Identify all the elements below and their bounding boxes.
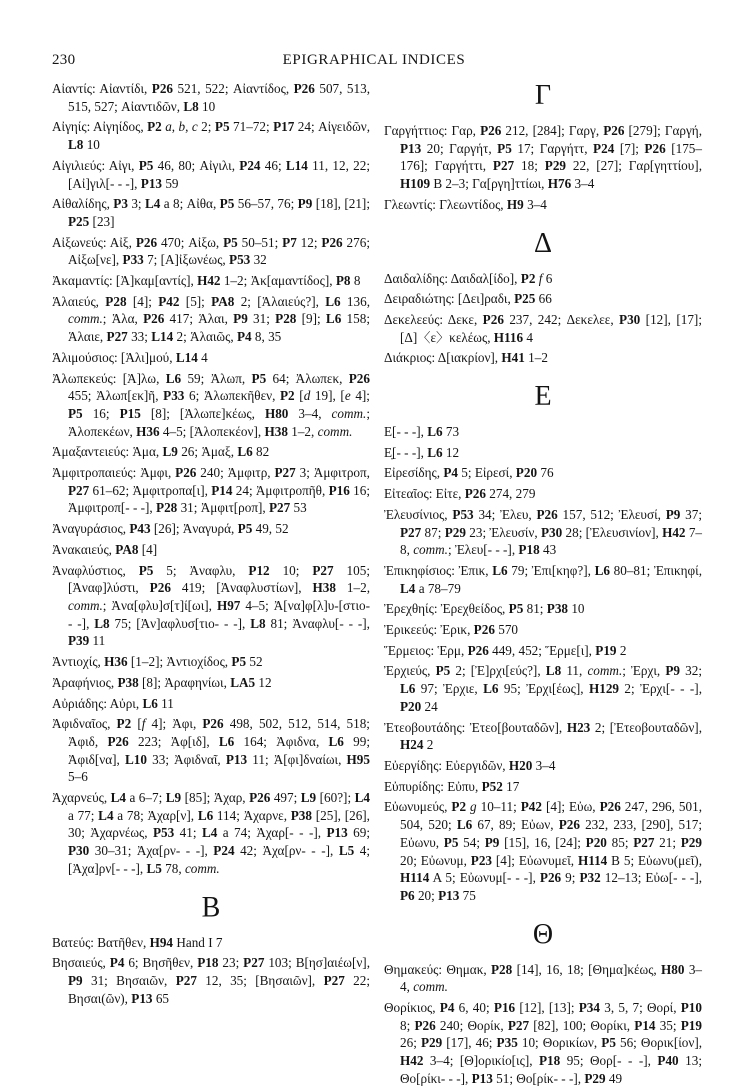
- index-entry: Δεκελεεύς: Δεκε, P26 237, 242; Δεκελεε, P30 [12], [17]; [Δ]〈ε〉κελέως, H116 4: [384, 311, 702, 345]
- index-entry: Ἀκαμαντίς: [Ἀ]καμ[αντίς], H42 1–2; Ἀκ[αμαντίδος], P8 8: [52, 273, 361, 289]
- index-entry: Εὐωνυμεύς, P2 g 10–11; P42 [4]; Εὐω, P26 247, 296, 501, 504, 520; L6 67, 89; Εὐων, P26 232, 233, [290], 517; Εὐωνυ, P5 54; P9 [15], 16, [24]; P20 85; P27 21; P29 20; Εὐωνυμ, P23 [4]; Εὐωνυμεῖ, H114 B 5; Εὐωνυ(μεῖ), H114 A 5; Εὐωνυμ[- - -], P26 9; P32 12–13; Εὐω[- - -], P6 20; P13 75: [384, 799, 703, 903]
- index-entry: Ἐλευσίνιος, P53 34; Ἐλευ, P26 157, 512; Ἐλευσί, P9 37; P27 87; P29 23; Ἐλευσίν, P30 28; [Ἐλευσινίον], H42 7–8, comm.; Ἐλευ[- - -], P18 43: [384, 506, 703, 558]
- page-number: 230: [52, 52, 76, 68]
- index-entry: Ἐτεοβουτάδης: Ἐτεο[βουταδῶν], H23 2; [Ἐτεοβουταδῶν], H24 2: [384, 719, 702, 753]
- section-letter: Δ: [533, 227, 552, 259]
- index-entry: Γλεωντίς: Γλεωντίδος, H9 3–4: [384, 196, 547, 212]
- index-entry: Ἀνακαιεύς, PA8 [4]: [52, 541, 158, 557]
- index-entry: Ἐπικηφίσιος: Ἐπικ, L6 79; Ἐπι[κηφ?], L6 80–81; Ἐπικηφί, L4 a 78–79: [384, 562, 703, 596]
- index-entry: Αἰαντίς: Αἰαντίδι, P26 521, 522; Αἰαντίδος, P26 507, 513, 515, 527; Αἰαντιδῶν, L8 10: [52, 81, 370, 114]
- index-entry: Ἀναγυράσιος, P43 [26]; Ἀναγυρά, P5 49, 52: [52, 521, 289, 537]
- index-entry: Ἁλιμούσιος: [Ἁλι]μού, L14 4: [52, 349, 208, 365]
- index-entry: Ἀλωπεκεύς: [Ἀ]λω, L6 59; Ἀλωπ, P5 64; Ἀλωπεκ, P26 455; Ἀλωπ[εκ]ῆ, P33 6; Ἀλωπεκῆθεν, P2 [d 19], [e 4]; P5 16; P15 [8]; [Ἀλωπε]κέως, H80 3–4, comm.; Ἀλοπεκέων, H36 4–5; [Ἀλοπεκέον], H38 1–2, comm.: [52, 370, 371, 439]
- index-entry: Γαργήττιος: Γαρ, P26 212, [284]; Γαργ, P26 [279]; Γαργή, P13 20; Γαργήτ, P5 17; Γαργήττ, P24 [7]; P26 [175–176]; Γαργήττι, P27 18; P29 22, [27]; Γαρ[γηττίου], H109 B 2–3; Γα[ργη]ττίωι, H76 3–4: [384, 123, 702, 192]
- index-entry: Ε̣[- - -], L6 12: [384, 444, 460, 460]
- index-entry: Εἰτεαῖος: Εἰτε, P26 274, 279: [384, 486, 536, 502]
- section-letter: Θ: [532, 918, 554, 950]
- index-entry: Ἀραφήνιος, P38 [8]; Ἀραφηνίωι, LA5 12: [52, 674, 272, 690]
- index-entry: Βησαιεύς, P4 6; Βησῆθεν, P18 23; P27 103; Β[ησ]αιέω[ν], P9 31; Βησαιῶν, P27 12, 35; [Βησαιῶν], P27 22; Βησαι(ῶν), P13 65: [52, 955, 370, 1006]
- index-entry: Ἁμαξαντειεύς: Ἁμα, L9 26; Ἁμαξ, L6 82: [52, 444, 270, 460]
- index-entry: Δειραδιώτης: [Δει]ραδι, P25 66: [384, 291, 552, 307]
- index-entry: Αἰθαλίδης, P3 3; L4 a 8; Αἰθα, P5 56–57, 76; P9 [18], [21]; P25 [23]: [52, 196, 370, 229]
- section-letter: Β: [201, 891, 221, 923]
- index-entry: Ἁλαιεύς, P28 [4]; P42 [5]; PA8 2; [Ἁλαιεύς?], L6 136, comm.; Ἁλα, P26 417; Ἁλαι, P9 31; P28 [9]; L6 158; Ἁλαιε, P27 33; L14 2; Ἁλαιῶς, P4 8, 35: [52, 293, 370, 345]
- section-letter: Ε: [534, 381, 552, 413]
- index-entry: Αὐριάδης: Αὐρι, L6 11: [52, 695, 174, 711]
- index-entry: Ἀναφλύστιος, P5 5; Ἀναφλυ, P12 10; P27 105; [Ἀναφ]λύστι, P26 419; [Ἀναφλυστίων], H38 1–2, comm.; Ἀνα[φλυ]σ[τ]ί[ωι], H97 4–5; Ἀ[να]φ[λ]υ-[στιο- - -], L8 75; [Ἀν]αφλυσ[τιο- - -], L8 81; Ἀναφλυ[- - -], P39 11: [52, 562, 371, 649]
- left-column: [52, 80, 370, 1010]
- section-letter: Γ: [534, 80, 552, 111]
- index-entry: Ἀχαρνεύς, L4 a 6–7; L9 [85]; Ἀχαρ, P26 497; L9 [60?]; L4 a 77; L4 a 78; Ἀχαρ[ν], L6 114; Ἀχαρνε, P38 [25], [26], 30; Ἀχαρνέως, P53 41; L4 a 74; Ἀχαρ[- - -], P13 69; P30 30–31; Ἀχα[ρν- - -], P24 42; Ἀχα[ρν- - -], L5 4; [Ἀχα]ρν[- - -], L5 78, comm.: [52, 790, 370, 876]
- right-column: [384, 80, 702, 1091]
- running-head: [52, 52, 696, 72]
- index-entry: Θορίκιος, P4 6, 40; P16 [12], [13]; P34 3, 5, 7; Θορί, P10 8; P26 240; Θορίκ, P27 [82], 100; Θορίκι, P14 35; P19 26; P29 [17], 46; P35 10; Θορικίων, P5 56; Θορικ[ίον], H42 3–4; [Θ]ορικίο[ις], P18 95; Θορ[- - -], P40 13; Θο[ρίκι- - -], P13 51; Θο[ρίκ- - -], P29 49: [384, 1000, 703, 1086]
- index-entry: Θημακεύς: Θημακ, P28 [14], 16, 18; [Θημα]κέως, H80 3–4, comm.: [384, 961, 703, 995]
- index-entry: Αἰγηίς: Αἰγηίδος, P2 a, b, c 2; P5 71–72; P17 24; Αἰγειδῶν, L8 10: [52, 119, 371, 153]
- index-entry: Αἰγιλιεύς: Αἰγι, P5 46, 80; Αἰγιλι, P24 46; L14 11, 12, 22; [Αἰ]γιλ[- - -], P13 59: [52, 157, 370, 191]
- index-entry: Ἀντιοχίς, H36 [1–2]; Ἀντιοχίδος, P5 52: [52, 654, 263, 670]
- index-entry: Βατεύς: Βατῆθεν, H94 Hand I 7: [52, 934, 223, 950]
- index-entry: Δαιδαλίδης: Δαιδαλ[ίδο], P2 f 6: [384, 270, 553, 286]
- index-entry: Ἐρχιεύς, P5 2; [Ἐ]ρχι[εύς?], L8 11, comm.; Ἐρχι, P9 32; L6 97; Ἐρχιε, L6 95; Ἐρχι[έως], H129 2; Ἐρχι[- - -], P20 24: [384, 663, 702, 714]
- index-entry: Ἀμφιτροπαιεύς: Ἀμφι, P26 240; Ἀμφιτρ, P27 3; Ἀμφιτροπ, P27 61–62; Ἀμφιτροπα[ι], P14 24; Ἀμφιτροπῆθ, P16 16; Ἀμφιτροπ[- - -], P28 31; Ἀμφιτ[ροπ], P27 53: [52, 465, 370, 516]
- running-title: EPIGRAPHICAL INDICES: [282, 52, 466, 68]
- index-entry: Αἰξωνεύς: Αἰξ, P26 470; Αἰξω, P5 50–51; P7 12; P26 276; Αἰξω[νε], P33 7; [Α]ἰξωνέως, P53 32: [52, 234, 370, 268]
- index-entry: Ε[- - -], L6 73: [384, 424, 460, 440]
- index-entry: Εὐεργίδης: Εὐεργιδῶν, H20 3–4: [384, 757, 556, 773]
- index-entry: Ἐρεχθηίς: Ἐρεχθείδος, P5 81; P38 10: [384, 601, 585, 617]
- index-entry: Ἀφιδναῖος, P2 [f 4]; Ἀφι, P26 498, 502, 512, 514, 518; Ἀφιδ, P26 223; Ἀφ[ιδ], L6 164; Ἀφιδνα, L6 99; Ἀφιδ[να], L10 33; Ἀφιδναῖ, P13 11; Ἀ[φι]δναίωι, H95 5–6: [52, 716, 371, 785]
- index-entry: Ἐρικεεύς: Ἐρικ, P26 570: [384, 622, 518, 638]
- index-entry: Εὐπυρίδης: Εὐπυ, P52 17: [384, 778, 520, 794]
- index-entry: Εἰρεσίδης, P4 5; Εἰρεσί, P20 76: [384, 465, 554, 481]
- index-entry: Ἕρμειος: Ἑρμ, P26 449, 452; Ἕρμε[ι], P19 2: [384, 642, 627, 658]
- index-entry: Διάκριος: Δ[ιακρίον], H41 1–2: [384, 350, 548, 366]
